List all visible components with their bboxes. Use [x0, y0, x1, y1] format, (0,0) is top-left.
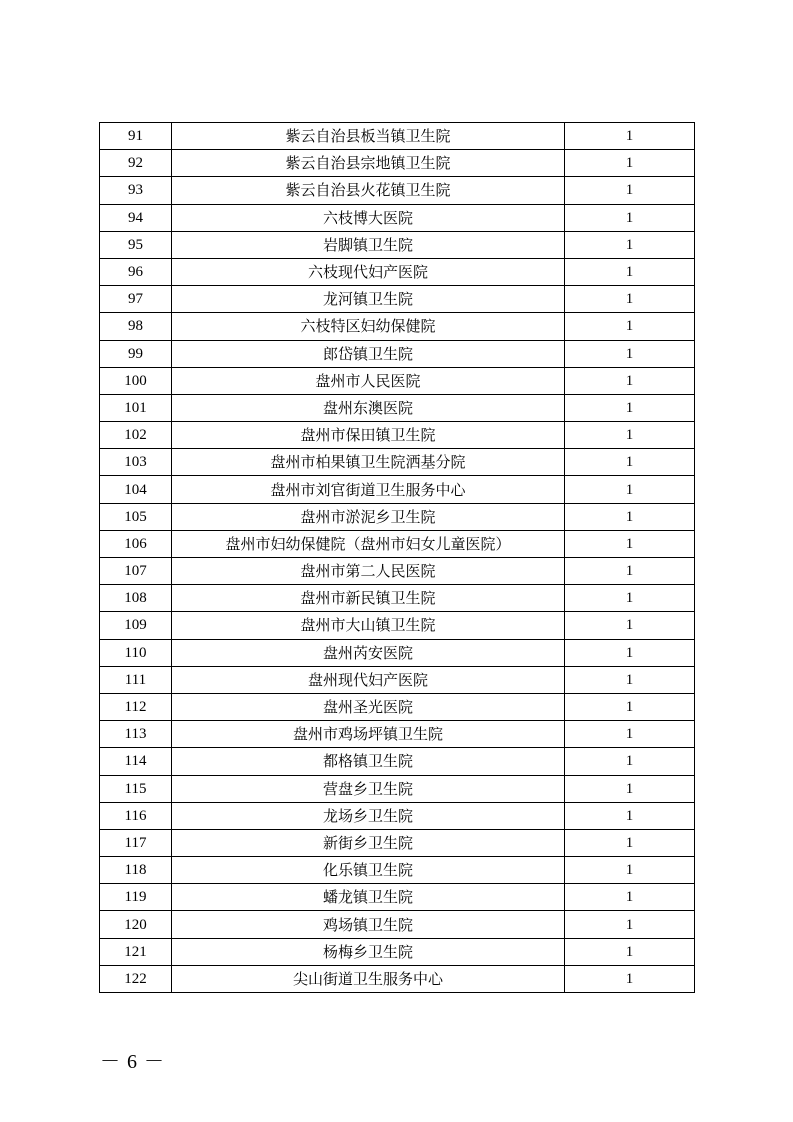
count-cell: 1 — [565, 394, 695, 421]
row-number-cell: 95 — [100, 231, 172, 258]
table-row — [100, 231, 695, 258]
row-number-cell: 94 — [100, 204, 172, 231]
row-number-cell: 120 — [100, 911, 172, 938]
hospital-name-cell: 盘州圣光医院 — [172, 693, 565, 720]
table-row — [100, 150, 695, 177]
row-number-cell: 107 — [100, 558, 172, 585]
count-cell: 1 — [565, 340, 695, 367]
count-cell: 1 — [565, 612, 695, 639]
count-cell: 1 — [565, 177, 695, 204]
row-number-cell: 105 — [100, 503, 172, 530]
hospital-name-cell: 盘州芮安医院 — [172, 639, 565, 666]
table-row — [100, 748, 695, 775]
hospital-name-cell: 六枝博大医院 — [172, 204, 565, 231]
row-number-cell: 116 — [100, 802, 172, 829]
row-number-cell: 121 — [100, 938, 172, 965]
count-cell: 1 — [565, 585, 695, 612]
count-cell: 1 — [565, 530, 695, 557]
hospital-name-cell: 化乐镇卫生院 — [172, 857, 565, 884]
count-cell: 1 — [565, 476, 695, 503]
hospital-name-cell: 紫云自治县火花镇卫生院 — [172, 177, 565, 204]
row-number-cell: 98 — [100, 313, 172, 340]
count-cell: 1 — [565, 150, 695, 177]
count-cell: 1 — [565, 558, 695, 585]
row-number-cell: 115 — [100, 775, 172, 802]
hospital-name-cell: 六枝现代妇产医院 — [172, 258, 565, 285]
hospital-name-cell: 盘州市妇幼保健院（盘州市妇女儿童医院） — [172, 530, 565, 557]
row-number-cell: 97 — [100, 286, 172, 313]
table-row — [100, 612, 695, 639]
hospital-name-cell: 营盘乡卫生院 — [172, 775, 565, 802]
row-number-cell: 104 — [100, 476, 172, 503]
hospital-name-cell: 盘州市淤泥乡卫生院 — [172, 503, 565, 530]
row-number-cell: 117 — [100, 829, 172, 856]
table-row — [100, 558, 695, 585]
table-row — [100, 503, 695, 530]
table-row — [100, 422, 695, 449]
count-cell: 1 — [565, 313, 695, 340]
count-cell: 1 — [565, 965, 695, 992]
table-row — [100, 258, 695, 285]
row-number-cell: 111 — [100, 666, 172, 693]
hospital-name-cell: 郎岱镇卫生院 — [172, 340, 565, 367]
table-row — [100, 177, 695, 204]
hospital-name-cell: 盘州市刘官街道卫生服务中心 — [172, 476, 565, 503]
count-cell: 1 — [565, 666, 695, 693]
count-cell: 1 — [565, 884, 695, 911]
table-row — [100, 286, 695, 313]
table-row — [100, 204, 695, 231]
hospital-name-cell: 盘州市柏果镇卫生院洒基分院 — [172, 449, 565, 476]
row-number-cell: 109 — [100, 612, 172, 639]
count-cell: 1 — [565, 911, 695, 938]
row-number-cell: 91 — [100, 123, 172, 150]
hospital-name-cell: 盘州市人民医院 — [172, 367, 565, 394]
count-cell: 1 — [565, 693, 695, 720]
table-row — [100, 938, 695, 965]
hospital-name-cell: 龙场乡卫生院 — [172, 802, 565, 829]
hospital-name-cell: 六枝特区妇幼保健院 — [172, 313, 565, 340]
count-cell: 1 — [565, 123, 695, 150]
row-number-cell: 114 — [100, 748, 172, 775]
count-cell: 1 — [565, 775, 695, 802]
count-cell: 1 — [565, 258, 695, 285]
table-row — [100, 911, 695, 938]
hospital-name-cell: 新街乡卫生院 — [172, 829, 565, 856]
table-row — [100, 476, 695, 503]
hospital-name-cell: 盘州东澳医院 — [172, 394, 565, 421]
hospital-name-cell: 蟠龙镇卫生院 — [172, 884, 565, 911]
count-cell: 1 — [565, 449, 695, 476]
table-row — [100, 965, 695, 992]
row-number-cell: 102 — [100, 422, 172, 449]
row-number-cell: 101 — [100, 394, 172, 421]
hospital-name-cell: 尖山街道卫生服务中心 — [172, 965, 565, 992]
count-cell: 1 — [565, 748, 695, 775]
hospital-list-table — [99, 122, 695, 993]
row-number-cell: 93 — [100, 177, 172, 204]
row-number-cell: 122 — [100, 965, 172, 992]
table-row — [100, 340, 695, 367]
table-row — [100, 313, 695, 340]
table-row — [100, 802, 695, 829]
table-body — [100, 123, 695, 993]
row-number-cell: 108 — [100, 585, 172, 612]
table-row — [100, 585, 695, 612]
table-row — [100, 530, 695, 557]
hospital-name-cell: 杨梅乡卫生院 — [172, 938, 565, 965]
count-cell: 1 — [565, 231, 695, 258]
hospital-name-cell: 紫云自治县宗地镇卫生院 — [172, 150, 565, 177]
table-row — [100, 721, 695, 748]
table-row — [100, 884, 695, 911]
hospital-name-cell: 都格镇卫生院 — [172, 748, 565, 775]
table-row — [100, 449, 695, 476]
hospital-name-cell: 岩脚镇卫生院 — [172, 231, 565, 258]
hospital-name-cell: 紫云自治县板当镇卫生院 — [172, 123, 565, 150]
row-number-cell: 110 — [100, 639, 172, 666]
count-cell: 1 — [565, 829, 695, 856]
count-cell: 1 — [565, 938, 695, 965]
hospital-name-cell: 盘州市保田镇卫生院 — [172, 422, 565, 449]
hospital-name-cell: 龙河镇卫生院 — [172, 286, 565, 313]
row-number-cell: 119 — [100, 884, 172, 911]
row-number-cell: 92 — [100, 150, 172, 177]
row-number-cell: 99 — [100, 340, 172, 367]
table-row — [100, 367, 695, 394]
row-number-cell: 96 — [100, 258, 172, 285]
table-row — [100, 666, 695, 693]
hospital-name-cell: 盘州市大山镇卫生院 — [172, 612, 565, 639]
table-row — [100, 829, 695, 856]
table-row — [100, 123, 695, 150]
count-cell: 1 — [565, 802, 695, 829]
row-number-cell: 113 — [100, 721, 172, 748]
count-cell: 1 — [565, 286, 695, 313]
count-cell: 1 — [565, 857, 695, 884]
count-cell: 1 — [565, 639, 695, 666]
table-row — [100, 857, 695, 884]
count-cell: 1 — [565, 503, 695, 530]
table-row — [100, 775, 695, 802]
hospital-name-cell: 盘州市鸡场坪镇卫生院 — [172, 721, 565, 748]
row-number-cell: 106 — [100, 530, 172, 557]
hospital-name-cell: 盘州市第二人民医院 — [172, 558, 565, 585]
row-number-cell: 103 — [100, 449, 172, 476]
count-cell: 1 — [565, 721, 695, 748]
hospital-name-cell: 盘州市新民镇卫生院 — [172, 585, 565, 612]
row-number-cell: 112 — [100, 693, 172, 720]
count-cell: 1 — [565, 204, 695, 231]
hospital-name-cell: 鸡场镇卫生院 — [172, 911, 565, 938]
table-row — [100, 394, 695, 421]
row-number-cell: 118 — [100, 857, 172, 884]
hospital-name-cell: 盘州现代妇产医院 — [172, 666, 565, 693]
count-cell: 1 — [565, 367, 695, 394]
count-cell: 1 — [565, 422, 695, 449]
table-row — [100, 693, 695, 720]
page-number: － 6 － — [100, 1051, 165, 1073]
row-number-cell: 100 — [100, 367, 172, 394]
table-row — [100, 639, 695, 666]
